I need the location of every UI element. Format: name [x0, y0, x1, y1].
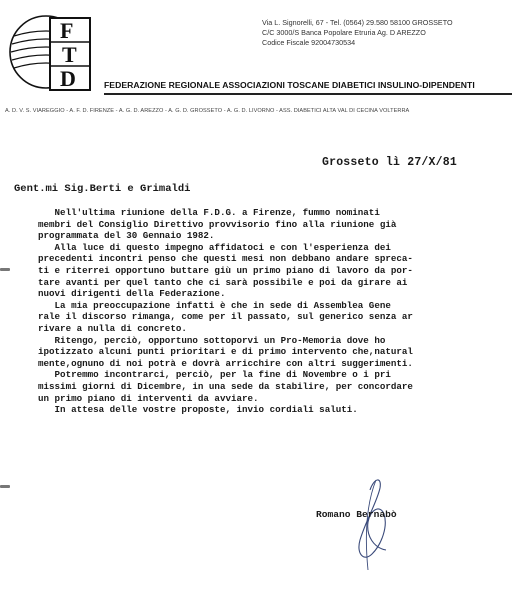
federation-logo — [6, 6, 98, 98]
body-line: un primo piano di interventi da avviare. — [38, 392, 259, 404]
body-line: membri del Consiglio Direttivo provvisorio fino alla riunione già — [38, 218, 397, 230]
body-line: ipotizzato alcuni punti prioritari e di primo intervento che,natural — [38, 346, 413, 358]
logo-letter-t: T — [62, 42, 77, 67]
body-line: La mia preoccupazione infatti è che in sede di Assemblea Gene — [38, 299, 391, 311]
address-block — [262, 18, 512, 48]
body-line: Ritengo, perciò, opportuno sottoporvi un Pro-Memoria dove ho — [38, 334, 386, 346]
body-line: Nell'ultima riunione della F.D.G. a Firenze, fummo nominati — [38, 207, 380, 218]
body-line: missimi giorni di Dicembre, in una sede da stabilire, per concordare — [38, 380, 413, 392]
body-line: tare avanti per quel tanto che ci sarà possibile e poi da girare ai — [38, 276, 408, 288]
body-line: Alla luce di questo impegno affidatoci e con l'esperienza dei — [38, 241, 391, 253]
address-line: C/C 3000/S Banca Popolare Etruria Ag. D AREZZO — [262, 28, 426, 37]
address-line: Codice Fiscale 92004730534 — [262, 38, 356, 47]
body-line: In attesa delle vostre proposte, invio cordiali saluti. — [38, 404, 358, 416]
binding-mark — [0, 485, 10, 488]
letter-body — [38, 207, 513, 416]
signer-name: Romano Bernabò — [316, 509, 397, 520]
body-line: nuovi dirigenti della Federazione. — [38, 288, 226, 300]
binding-mark — [0, 268, 10, 271]
logo-letter-d: D — [60, 66, 76, 91]
member-associations: A. D. V. S. VIAREGGIO - A. F. D. FIRENZE - A. G. D. AREZZO - A. G. D. GROSSETO - A. G. D. LIVORNO - ASS. DIABETICI ALTA VAL DI CECINA VOLTERRA — [5, 108, 410, 114]
salutation: Gent.mi Sig.Berti e Grimaldi — [14, 183, 191, 195]
body-line: rivare a nulla di concreto. — [38, 322, 187, 334]
handwritten-signature — [330, 470, 420, 580]
organization-name: FEDERAZIONE REGIONALE ASSOCIAZIONI TOSCANE DIABETICI INSULINO-DIPENDENTI — [104, 80, 475, 90]
body-line: precedenti incontri penso che questi mesi non debbano andare spreca- — [38, 253, 413, 265]
place-date: Grosseto lì 27/X/81 — [322, 156, 457, 169]
address-line: Via L. Signorelli, 67 - Tel. (0564) 29.580 58100 GROSSETO — [262, 18, 453, 27]
body-line: programmata del 30 Gennaio 1982. — [38, 230, 215, 242]
body-line: ti e riterrei opportuno buttare giù un primo piano di lavoro da por- — [38, 264, 413, 276]
header-divider — [104, 93, 512, 95]
body-line: Potremmo incontrarci, perciò, per la fine di Novembre o i pri — [38, 369, 391, 381]
logo-letter-f: F — [60, 18, 74, 43]
body-line: mente,ognuno di noi potrà e dovrà arricchire con altri suggerimenti. — [38, 357, 413, 369]
body-line: rale il discorso rimanga, come per il passato, sul generico senza ar — [38, 311, 413, 323]
